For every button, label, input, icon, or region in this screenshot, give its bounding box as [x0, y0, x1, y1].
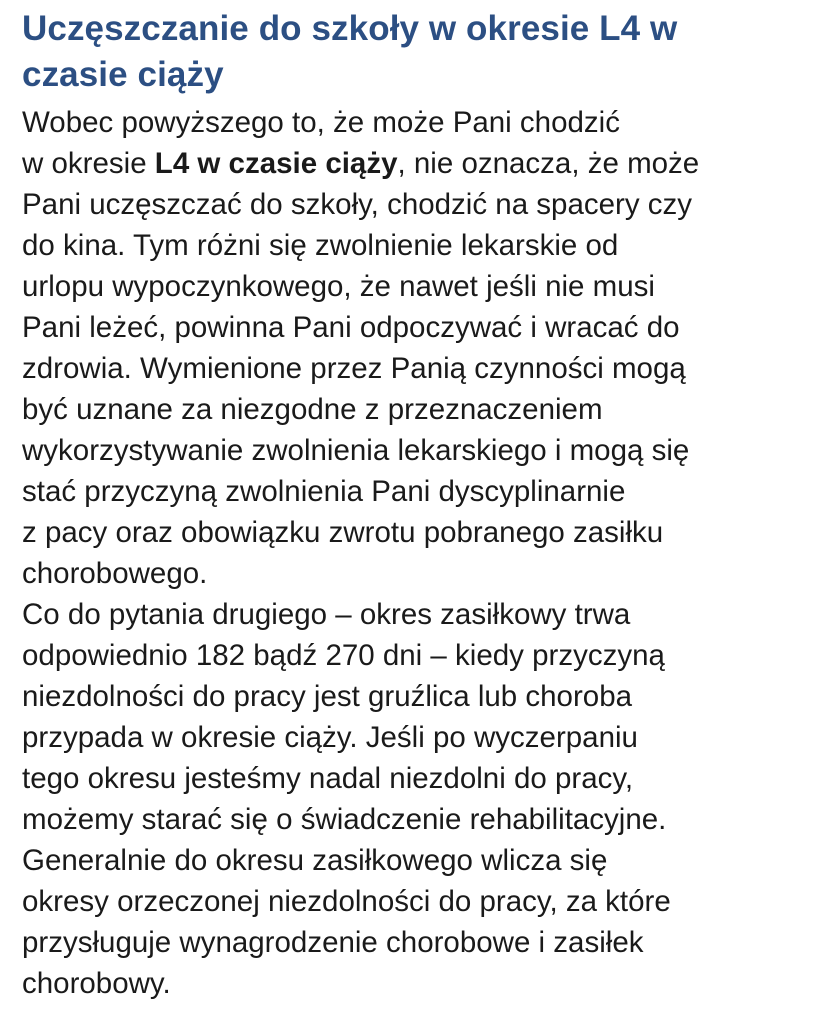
paragraph-1-line: do kina. Tym różni się zwolnienie lekarskie od — [22, 229, 619, 262]
paragraph-1-line: Pani leżeć, powinna Pani odpoczywać i wracać do — [22, 311, 680, 344]
paragraph-1-line: chorobowego. — [22, 557, 208, 590]
paragraph-1-line: urlopu wypoczynkowego, że nawet jeśli nie musi — [22, 270, 655, 303]
paragraph-1-line: Wobec powyższego to, że może Pani chodzić — [22, 106, 620, 139]
paragraph-2-line: Co do pytania drugiego – okres zasiłkowy trwa — [22, 598, 631, 631]
paragraph-1-line: Pani uczęszczać do szkoły, chodzić na spacery czy — [22, 188, 693, 221]
paragraph-2-line: przypada w okresie ciąży. Jeśli po wyczerpaniu — [22, 721, 638, 754]
paragraph-2-line: niezdolności do pracy jest gruźlica lub choroba — [22, 680, 633, 713]
paragraph-2-line: chorobowy. — [22, 967, 171, 1000]
heading-line: czasie ciąży — [22, 55, 224, 94]
paragraph-2-line: odpowiednio 182 bądź 270 dni – kiedy przyczyną — [22, 639, 665, 672]
paragraph-1-line: z pacy oraz obowiązku zwrotu pobranego zasiłku — [22, 516, 664, 549]
article-body — [22, 102, 799, 1004]
paragraph-2-line: okresy orzeczonej niezdolności do pracy, za które — [22, 885, 671, 918]
inline-text: w okresie — [22, 147, 155, 180]
bold-phrase: L4 w czasie ciąży — [154, 147, 398, 180]
paragraph-2-line: tego okresu jesteśmy nadal niezdolni do pracy, — [22, 762, 634, 795]
article-heading — [22, 6, 799, 98]
paragraph-1-line: stać przyczyną zwolnienia Pani dyscyplinarnie — [22, 475, 626, 508]
inline-text: , nie oznacza, że może — [397, 147, 700, 180]
paragraph-2-line: możemy starać się o świadczenie rehabilitacyjne. — [22, 803, 667, 836]
heading-line: Uczęszczanie do szkoły w okresie L4 w — [22, 9, 678, 48]
paragraph-1-line — [22, 143, 799, 184]
paragraph-1-line: być uznane za niezgodne z przeznaczeniem — [22, 393, 603, 426]
paragraph-1-line: zdrowia. Wymienione przez Panią czynności mogą — [22, 352, 686, 385]
paragraph-1-line: wykorzystywanie zwolnienia lekarskiego i mogą się — [22, 434, 690, 467]
paragraph-2-line: Generalnie do okresu zasiłkowego wlicza się — [22, 844, 608, 877]
paragraph-2-line: przysługuje wynagrodzenie chorobowe i zasiłek — [22, 926, 644, 959]
